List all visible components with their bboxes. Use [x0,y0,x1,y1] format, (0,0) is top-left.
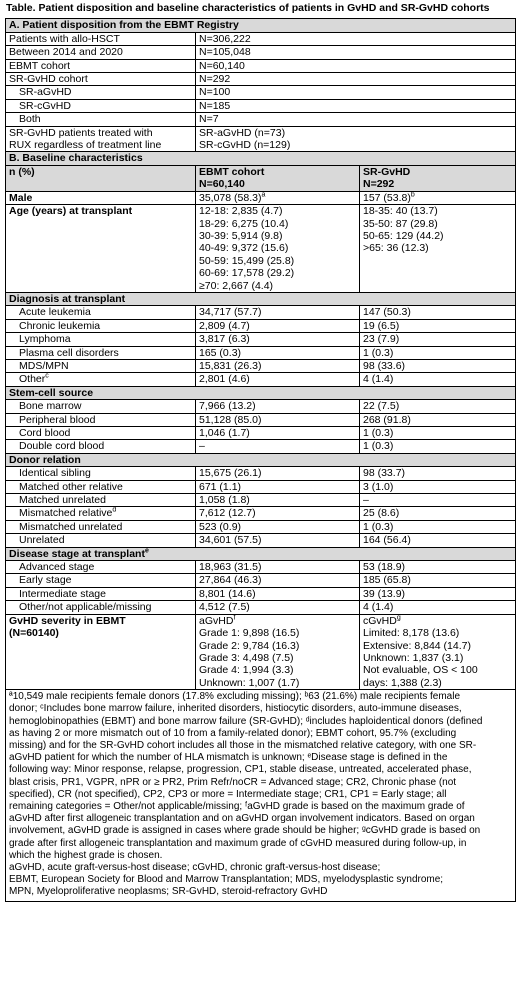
ebmt-value: 15,831 (26.3) [196,359,360,372]
row-label [6,480,196,493]
footnote-line: blast crisis, PR1, VGPR, nPR or ≥ PR2, Prim Refr/noCR = Advanced stage; CR2, Chronic phase (not [9,776,457,788]
male-label: Male [6,191,196,204]
row-label [6,306,196,319]
row-label [6,601,196,614]
male-sr [360,191,516,204]
sr-value: 53 (18.9) [360,561,516,574]
abbreviation-line: EBMT, European Society for Blood and Marrow Transplantation; MDS, myelodysplastic syndrome; [9,874,444,886]
cgvhd-item: Unknown: 1,837 (3.1) [363,651,464,664]
section-a-table [5,18,516,152]
ebmt-value: 1,046 (1.7) [196,427,360,440]
male-sr-sup: b [410,191,415,199]
agvhd-heading: aGvHD [199,614,234,627]
abbreviation-line: MPN, Myeloproliferative neoplasms; SR-GvHD, steroid-refractory GvHD [9,886,328,898]
row-label-text: Lymphoma [19,333,71,346]
agvhd-item: Grade 3: 4,498 (7.5) [199,651,294,664]
row-label-sup: d [112,506,117,514]
rux-value-line1: SR-aGvHD (n=73) [199,126,286,139]
sr-value: 98 (33.6) [360,359,516,372]
row-label [6,520,196,533]
row-label-text: Cord blood [19,427,71,439]
row-label [6,400,196,413]
table-title: Table. Patient disposition and baseline characteristics of patients in GvHD and SR-GvHD cohorts [6,2,490,14]
row-label-text: Intermediate stage [19,587,106,600]
disposition-value: N=185 [196,99,516,112]
row-label [6,507,196,520]
stage-heading-sup: e [144,547,149,555]
footnotes [6,690,516,901]
sr-value: 19 (6.5) [360,319,516,332]
disposition-label: SR-aGvHD [6,86,196,99]
row-label [6,373,196,386]
row-label [6,494,196,507]
footnote-line: specified), CR (not specified), CP2, CP3 or more = Intermediate stage; CR1, CP1 = Early stage; all [9,788,447,800]
row-label-text: Matched unrelated [19,494,106,507]
table-row [6,427,516,440]
male-row [6,191,516,204]
male-ebmt-sup: a [261,191,266,199]
sr-value: 268 (91.8) [360,413,516,426]
row-label [6,359,196,372]
table-row [6,400,516,413]
donor-heading-text: Donor relation [9,453,81,466]
disposition-label: Both [6,113,196,126]
stemcell-heading-text: Stem-cell source [9,386,94,399]
sr-value: 147 (50.3) [360,306,516,319]
header-sr-label: SR-GvHD [363,165,411,178]
disposition-row [6,113,516,126]
row-label-text: Other/not applicable/missing [19,601,152,614]
sr-value: – [360,494,516,507]
row-label [6,574,196,587]
diagnosis-heading [6,292,516,305]
disposition-label: EBMT cohort [6,59,196,72]
sr-value: 185 (65.8) [360,574,516,587]
table-row [6,373,516,386]
ebmt-value: 671 (1.1) [196,480,360,493]
table-row [6,574,516,587]
table-row [6,346,516,359]
ebmt-value: 34,717 (57.7) [196,306,360,319]
footnote-line: aGvHD after first allogeneic transplantation and on aGvHD organ involvement indicators. Based on organ [9,813,475,825]
stemcell-heading-row [6,386,516,399]
rux-label-line2: RUX regardless of treatment line [9,139,162,152]
disposition-row [6,32,516,45]
footnote-line: donor; ᶜIncludes bone marrow failure, inherited disorders, histiocytic disorders, auto-immune diseases, [9,703,462,715]
disposition-row [6,99,516,112]
table-row [6,587,516,600]
footnotes-row [6,690,516,901]
rux-label [6,126,196,152]
rux-label-line1: SR-GvHD patients treated with [9,126,153,139]
table-row [6,306,516,319]
sr-value: 3 (1.0) [360,480,516,493]
table-row [6,601,516,614]
disposition-value: N=306,222 [196,32,516,45]
disposition-value: N=105,048 [196,46,516,59]
ebmt-value: 18,963 (31.5) [196,561,360,574]
table-row [6,467,516,480]
footnote-line: which the highest grade is chosen. [9,849,163,861]
ebmt-value: 51,128 (85.0) [196,413,360,426]
footnote-line: as having 2 or more mismatch out of 10 from a family-related donor); EBMT cohort, 95.7% (excluding [9,727,457,739]
header-srgvhd [360,165,516,191]
footnote-line: aGvHD patient for which the number of HLA mismatch is unknown; ᵉDisease stage is defined in the [9,752,448,764]
row-label-text: Mismatched unrelated [19,520,123,533]
age-sr [360,205,516,293]
row-label-text: Matched other relative [19,480,123,493]
ebmt-value: 7,966 (13.2) [196,400,360,413]
rux-value-line2: SR-cGvHD (n=129) [199,139,291,152]
age-ebmt-item: 50-59: 15,499 (25.8) [199,254,295,267]
gvhd-label-line2: (N=60140) [9,627,59,640]
row-label [6,427,196,440]
footnote-line: grade after first allogeneic transplantation and maximum grade of cGvHD measured during follow-up, in [9,837,467,849]
age-sr-item: 50-65: 129 (44.2) [363,229,444,242]
disposition-row [6,46,516,59]
row-label-text: Mismatched relative [19,507,113,520]
table-row [6,413,516,426]
donor-heading-row [6,453,516,466]
stage-heading-text: Disease stage at transplant [9,547,145,560]
document [5,0,515,902]
row-label [6,413,196,426]
male-ebmt [196,191,360,204]
ebmt-value: 4,512 (7.5) [196,601,360,614]
row-label-text: Acute leukemia [19,306,91,319]
age-row [6,205,516,293]
age-ebmt-item: ≥70: 2,667 (4.4) [199,279,274,292]
abbreviation-line: aGvHD, acute graft-versus-host disease; cGvHD, chronic graft-versus-host disease; [9,861,381,873]
table-row [6,319,516,332]
ebmt-value: 7,612 (12.7) [196,507,360,520]
disposition-value: N=60,140 [196,59,516,72]
sr-value: 4 (1.4) [360,601,516,614]
gvhd-label-line1: GvHD severity in EBMT [9,614,126,627]
section-b-table [5,151,516,901]
row-label-text: Unrelated [19,534,65,547]
cgvhd-item: Not evaluable, OS < 100 [363,664,478,677]
age-ebmt-item: 60-69: 17,578 (29.2) [199,267,295,280]
row-label-text: Other [19,373,46,386]
table-row [6,333,516,346]
gvhd-ebmt [196,614,360,689]
sr-value: 164 (56.4) [360,534,516,547]
ebmt-value: 15,675 (26.1) [196,467,360,480]
agvhd-item: Grade 2: 9,784 (16.3) [199,639,300,652]
disposition-label: Patients with allo-HSCT [6,32,196,45]
row-label-text: Identical sibling [19,467,91,480]
table-row [6,494,516,507]
header-n-percent: n (%) [6,165,196,191]
disposition-value: N=100 [196,86,516,99]
row-label [6,319,196,332]
age-label: Age (years) at transplant [6,205,196,293]
male-sr-value: 157 (53.8) [363,191,411,204]
stage-heading-row [6,547,516,560]
age-sr-item: 35-50: 87 (29.8) [363,217,438,230]
sr-value: 39 (13.9) [360,587,516,600]
row-label-text: Plasma cell disorders [19,346,119,359]
age-ebmt-item: 40-49: 9,372 (15.6) [199,242,289,255]
disposition-row [6,59,516,72]
age-sr-item: 18-35: 40 (13.7) [363,205,438,218]
agvhd-item: Unknown: 1,007 (1.7) [199,676,300,689]
sr-value: 1 (0.3) [360,346,516,359]
table-row [6,520,516,533]
row-label-text: Advanced stage [19,561,95,574]
footnote-line: missing) and for the SR-GvHD cohort includes all those in the mismatched relative category, with one SR- [9,739,477,751]
ebmt-value: 2,801 (4.6) [196,373,360,386]
male-ebmt-value: 35,078 (58.3) [199,191,262,204]
donor-heading [6,453,516,466]
disposition-row [6,86,516,99]
row-label-text: MDS/MPN [19,359,69,372]
ebmt-value: – [196,440,360,453]
row-label [6,333,196,346]
section-b-heading: B. Baseline characteristics [6,152,516,165]
disposition-value: N=292 [196,73,516,86]
cgvhd-sup: g [396,614,401,622]
cgvhd-item: Extensive: 8,844 (14.7) [363,639,471,652]
cgvhd-heading: cGvHD [363,614,397,627]
ebmt-value: 3,817 (6.3) [196,333,360,346]
row-label-text: Double cord blood [19,440,105,453]
row-label-sup: c [45,372,49,380]
agvhd-item: Grade 1: 9,898 (16.5) [199,627,300,640]
disposition-label: Between 2014 and 2020 [6,46,196,59]
sr-value: 1 (0.3) [360,427,516,440]
ebmt-value: 165 (0.3) [196,346,360,359]
header-sr-n: N=292 [363,178,395,191]
sr-value: 25 (8.6) [360,507,516,520]
ebmt-value: 27,864 (46.3) [196,574,360,587]
stemcell-heading [6,386,516,399]
footnote-line: involvement, aGvHD grade is assigned in cases where grade should be higher; ᵍcGvHD grade is based on [9,825,481,837]
row-label [6,346,196,359]
stage-heading [6,547,516,560]
sr-value: 98 (33.7) [360,467,516,480]
age-sr-item: >65: 36 (12.3) [363,242,429,255]
ebmt-value: 1,058 (1.8) [196,494,360,507]
row-label [6,467,196,480]
rux-value [196,126,516,152]
sr-value: 23 (7.9) [360,333,516,346]
age-ebmt-item: 12-18: 2,835 (4.7) [199,205,283,218]
disposition-label: SR-GvHD cohort [6,73,196,86]
agvhd-sup: f [233,614,236,622]
table-row [6,534,516,547]
ebmt-value: 2,809 (4.7) [196,319,360,332]
diagnosis-heading-text: Diagnosis at transplant [9,292,126,305]
ebmt-value: 8,801 (14.6) [196,587,360,600]
disposition-value: N=7 [196,113,516,126]
cgvhd-item: days: 1,388 (2.3) [363,676,442,689]
row-label [6,587,196,600]
table-row [6,440,516,453]
table-row [6,359,516,372]
sr-value: 4 (1.4) [360,373,516,386]
disposition-label: SR-cGvHD [6,99,196,112]
sr-value: 22 (7.5) [360,400,516,413]
row-label-text: Chronic leukemia [19,319,101,332]
row-label-text: Bone marrow [19,400,82,413]
row-label-text: Early stage [19,574,72,587]
table-row [6,561,516,574]
row-label [6,534,196,547]
ebmt-value: 34,601 (57.5) [196,534,360,547]
header-ebmt-label: EBMT cohort [199,165,265,178]
table-row [6,507,516,520]
row-label-text: Peripheral blood [19,413,96,426]
table-row [6,480,516,493]
section-a-heading: A. Patient disposition from the EBMT Registry [6,19,516,32]
agvhd-item: Grade 4: 1,994 (3.3) [199,664,294,677]
disposition-row [6,73,516,86]
header-ebmt-n: N=60,140 [199,178,245,191]
column-header-row [6,165,516,191]
age-ebmt-item: 18-29: 6,275 (10.4) [199,217,289,230]
header-ebmt [196,165,360,191]
footnote-line: hemoglobinopathies (EBMT) and bone marrow failure (SR-GvHD); ᵈincludes haploidentical donors (defined [9,715,483,727]
gvhd-sr [360,614,516,689]
footnote-line: remaining categories = Other/not applicable/missing; ᶠaGvHD grade is based on the maximum grade of [9,800,465,812]
ebmt-value: 523 (0.9) [196,520,360,533]
rux-row [6,126,516,152]
sr-value: 1 (0.3) [360,440,516,453]
gvhd-label [6,614,196,689]
cgvhd-item: Limited: 8,178 (13.6) [363,627,460,640]
age-ebmt [196,205,360,293]
age-ebmt-item: 30-39: 5,914 (9.8) [199,229,283,242]
gvhd-row [6,614,516,689]
footnote-line: ª10,549 male recipients female donors (17.8% excluding missing); ᵇ63 (21.6%) male recipients female [9,691,461,703]
sr-value: 1 (0.3) [360,520,516,533]
diagnosis-heading-row [6,292,516,305]
row-label [6,440,196,453]
row-label [6,561,196,574]
footnote-line: following way: Minor response, relapse, progression, CP1, stable disease, untreated, accelerated phase, [9,764,472,776]
